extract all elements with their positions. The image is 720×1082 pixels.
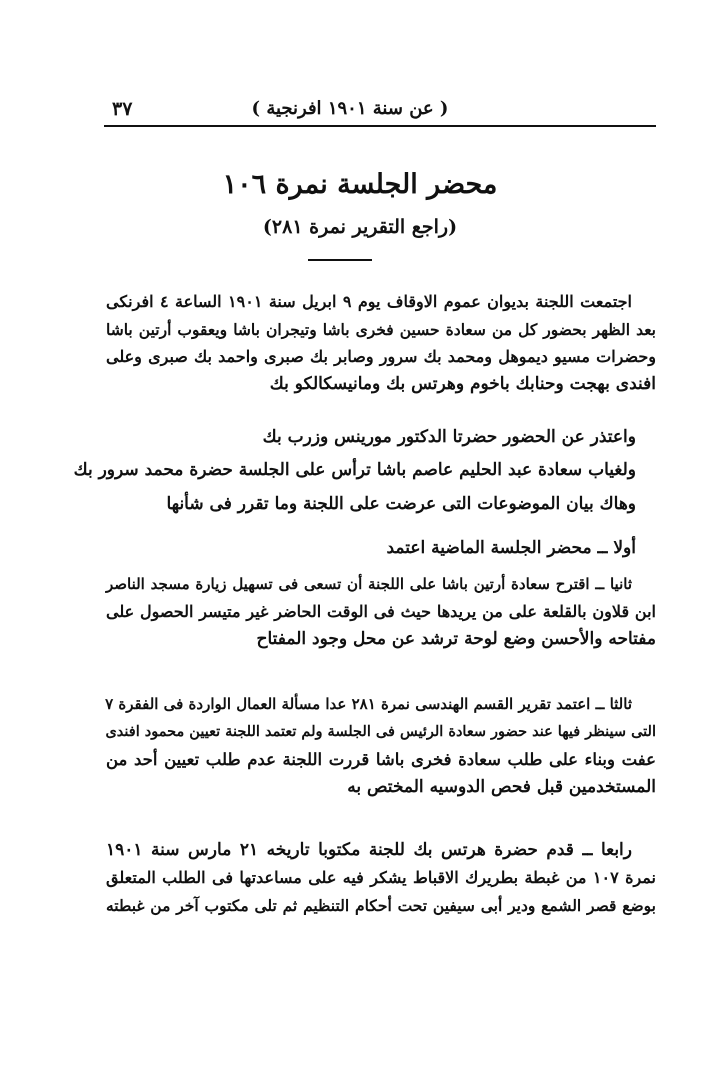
paragraph-line: ابن قلاون بالقلعة على من يريدها حيث فى الوقت الحاضر غير متيسر الحصول على <box>106 602 656 621</box>
running-title: ( عن سنة ١٩٠١ افرنجية ) <box>251 98 449 119</box>
header-rule <box>104 125 656 127</box>
paragraph-line: ثانيا ــ اقترح سعادة أرتين باشا على اللجنة أن تسعى فى تسهيل زيارة مسجد الناصر <box>106 575 632 593</box>
paragraph-line: ثالثا ــ اعتمد تقرير القسم الهندسى نمرة ٢٨١ عدا مسألة العمال الواردة فى الفقرة ٧ <box>105 695 632 713</box>
paragraph-line: المستخدمين قبل فحص الدوسيه المختص به <box>347 777 656 797</box>
paragraph-line: بعد الظهر بحضور كل من سعادة حسين فخرى باشا وتيجران باشا ويعقوب أرتين باشا <box>106 320 656 339</box>
page-subtitle: (راجع التقرير نمرة ٢٨١) <box>262 216 458 238</box>
paragraph-line: واعتذر عن الحضور حضرتا الدكتور مورينس وزرب بك <box>262 427 636 447</box>
paragraph-line: وحضرات مسيو ديموهل ومحمد بك سرور وصابر بك صبرى واحمد بك صبرى وعلى <box>106 347 656 366</box>
paragraph-line: بوضع قصر الشمع ودير أبى سيفين تحت أحكام التنظيم ثم تلى مكتوب آخر من غبطته <box>106 896 656 915</box>
page-title: محضر الجلسة نمرة ١٠٦ <box>222 169 498 200</box>
paragraph-line: افندى بهجت وحنابك باخوم وهرتس بك ومانيسكالكو بك <box>269 374 656 394</box>
paragraph-line: مفتاحه والأحسن وضع لوحة ترشد عن محل وجود المفتاح <box>256 629 656 649</box>
paragraph-line: نمرة ١٠٧ من غبطة بطريرك الاقباط يشكر فيه على مساعدتها فى الطلب المتعلق <box>106 868 657 887</box>
paragraph-line: وهاك بيان الموضوعات التى عرضت على اللجنة وما تقرر فى شأنها <box>166 494 636 514</box>
paragraph-line: أولا ــ محضر الجلسة الماضية اعتمد <box>386 538 636 558</box>
page-number: ٣٧ <box>112 98 133 120</box>
paragraph-line: عفت وبناء على طلب سعادة فخرى باشا قررت اللجنة عدم طلب تعيين أحد من <box>106 750 656 769</box>
paragraph-line: ولغياب سعادة عبد الحليم عاصم باشا ترأس على الجلسة حضرة محمد سرور بك <box>73 460 636 480</box>
paragraph-line: رابعا ــ قدم حضرة هرتس بك للجنة مكتوبا تاريخه ٢١ مارس سنة ١٩٠١ <box>106 840 632 860</box>
paragraph-line: التى سينظر فيها عند حضور سعادة الرئيس فى الجلسة ولم تعتمد اللجنة تعيين محمود افندى <box>105 723 656 740</box>
paragraph-line: اجتمعت اللجنة بديوان عموم الاوقاف يوم ٩ ابريل سنة ١٩٠١ الساعة ٤ افرنكى <box>106 292 632 311</box>
title-rule <box>308 259 372 261</box>
